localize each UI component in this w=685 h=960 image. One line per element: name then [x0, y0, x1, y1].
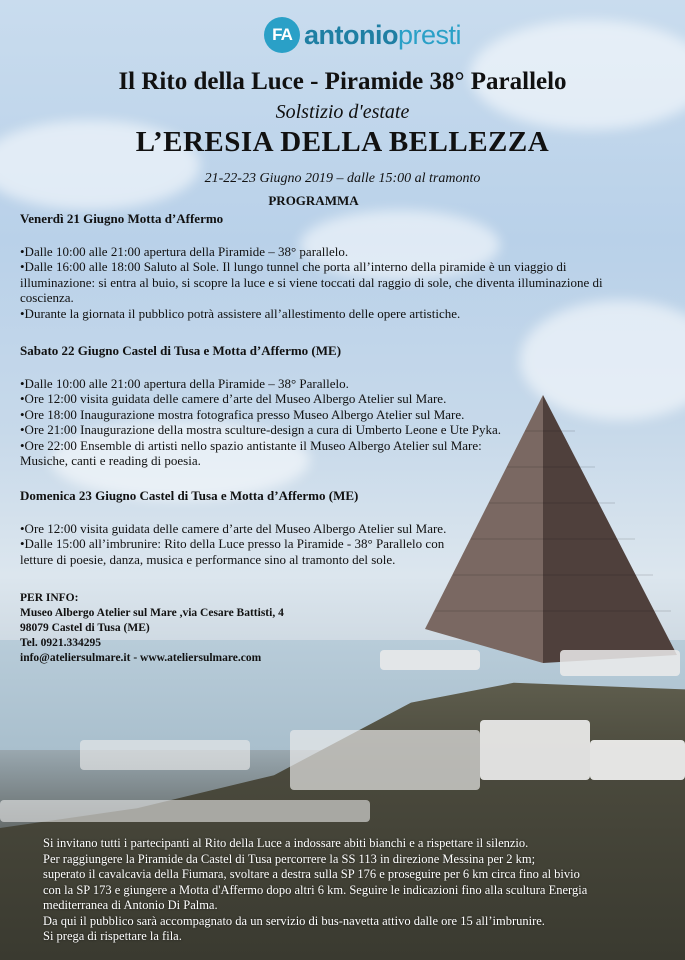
- day-block-friday: [20, 211, 640, 321]
- event-dates: 21-22-23 Giugno 2019 – dalle 15:00 al tramonto: [204, 171, 481, 186]
- footer-line: Da qui il pubblico sarà accompagnato da un servizio di bus-navetta attivo dalle ore 15 all’imbrunire.: [43, 913, 545, 928]
- logo-mark: FA: [264, 17, 300, 53]
- footer-line: superato il cavalcavia della Fiumara, svoltare a destra sulla SP 176 e proseguire per 6 km circa fino al bivio: [43, 867, 580, 881]
- event-subtitle: Solstizio d'estate: [275, 101, 410, 123]
- program-item: •Dalle 10:00 alle 21:00 apertura della Piramide – 38° Parallelo.: [20, 375, 349, 391]
- program-item: •Ore 12:00 visita guidata delle camere d’arte del Museo Albergo Atelier sul Mare.: [20, 520, 447, 536]
- day-block-saturday: [20, 343, 640, 469]
- footer-notes: [43, 836, 663, 945]
- logo-name-regular: presti: [397, 19, 462, 50]
- program-item: •Dalle 15:00 all’imbrunire: Rito della Luce presso la Piramide - 38° Parallelo con letture di poesie, danza, musica e performance sino al tramonto del sole.: [20, 536, 445, 567]
- info-block: [20, 591, 284, 666]
- info-line: 98079 Castel di Tusa (ME): [20, 622, 150, 634]
- footer-line: con la SP 173 e giungere a Motta d'Affermo dopo altri 6 km. Seguire le indicazioni fino alla scultura Energia: [43, 882, 588, 897]
- program-item: •Ore 18:00 Inaugurazione mostra fotografica presso Museo Albergo Atelier sul Mare.: [20, 406, 465, 422]
- day-heading: Sabato 22 Giugno Castel di Tusa e Motta d’Affermo (ME): [20, 343, 342, 358]
- info-contacts: info@ateliersulmare.it - www.ateliersulmare.com: [20, 652, 262, 664]
- footer-line: Si prega di rispettare la fila.: [43, 929, 182, 943]
- footer-line: Per raggiungere la Piramide da Castel di Tusa percorrere la SS 113 in direzione Messina per 2 km;: [43, 851, 536, 866]
- logo-name-bold: antonio: [304, 19, 398, 50]
- info-phone: Tel. 0921.334295: [20, 637, 102, 649]
- info-heading: PER INFO:: [20, 592, 79, 604]
- program-item: •Dalle 16:00 alle 18:00 Saluto al Sole. Il lungo tunnel che porta all’interno della piramide è un viaggio di illuminazione: si entra al buio, si scopre la luce e si viene toccati dal raggio di sole, che diventa illuminazione di coscienza.: [20, 259, 603, 305]
- day-block-sunday: [20, 488, 640, 567]
- program-item: •Ore 21:00 Inaugurazione della mostra sculture-design a cura di Umberto Leone e Ute Pyka.: [20, 422, 502, 437]
- footer-line: Si invitano tutti i partecipanti al Rito della Luce a indossare abiti bianchi e a rispettare il silenzio.: [43, 836, 529, 850]
- footer-line: mediterranea di Antonio Di Palma.: [43, 898, 218, 912]
- program-item: •Ore 22:00 Ensemble di artisti nello spazio antistante il Museo Albergo Atelier sul Mare: Musiche, canti e reading di poesia.: [20, 437, 482, 468]
- info-line: Museo Albergo Atelier sul Mare ,via Cesare Battisti, 4: [20, 607, 284, 619]
- logo-wordmark: [304, 20, 461, 51]
- program-item: •Dalle 10:00 alle 21:00 apertura della Piramide – 38° parallelo.: [20, 243, 349, 259]
- event-headline: L’ERESIA DELLA BELLEZZA: [135, 126, 550, 158]
- program-item: •Ore 12:00 visita guidata delle camere d’arte del Museo Albergo Atelier sul Mare.: [20, 391, 447, 406]
- antoniopresti-logo: [264, 15, 461, 55]
- program-item: •Durante la giornata il pubblico potrà assistere all’allestimento delle opere artistiche.: [20, 305, 461, 321]
- programma-heading: PROGRAMMA: [268, 193, 359, 208]
- event-title: Il Rito della Luce - Piramide 38° Parallelo: [118, 68, 567, 95]
- day-heading: Venerdì 21 Giugno Motta d’Affermo: [20, 211, 224, 226]
- day-heading: Domenica 23 Giugno Castel di Tusa e Motta d’Affermo (ME): [20, 488, 359, 503]
